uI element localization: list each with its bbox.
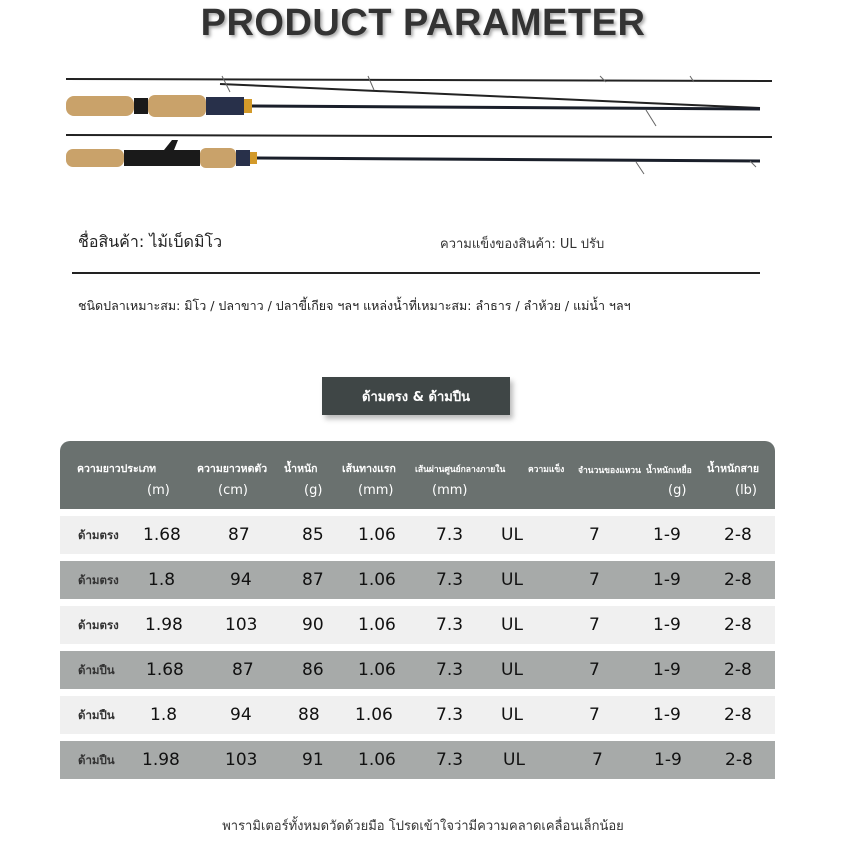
cell-lure: 1-9 <box>653 705 681 725</box>
cell-tip: 1.06 <box>358 615 396 635</box>
cell-lure: 1-9 <box>653 660 681 680</box>
cell-weight: 86 <box>302 660 324 680</box>
table-row <box>60 561 775 599</box>
divider <box>72 272 760 274</box>
cell-close: 94 <box>230 570 252 590</box>
cell-lure: 1-9 <box>653 615 681 635</box>
cell-power: UL <box>501 525 523 545</box>
cell-weight: 91 <box>302 750 324 770</box>
header-lure-weight: น้ำหนักเหยื่อ <box>646 466 692 476</box>
cell-line: 2-8 <box>724 525 752 545</box>
unit-lure: (g) <box>668 483 687 498</box>
cell-weight: 85 <box>302 525 324 545</box>
cell-tip: 1.06 <box>358 750 396 770</box>
handle-type-badge <box>322 377 510 415</box>
cell-type: ด้ามตรง <box>78 573 119 587</box>
cell-length: 1.98 <box>142 750 180 770</box>
table-row <box>60 606 775 644</box>
cell-length: 1.98 <box>145 615 183 635</box>
table-row <box>60 651 775 689</box>
header-weight: น้ำหนัก <box>284 463 318 475</box>
cell-guides: 7 <box>589 660 600 680</box>
cell-close: 87 <box>232 660 254 680</box>
cell-power: UL <box>501 570 523 590</box>
cell-line: 2-8 <box>725 750 753 770</box>
handle-type-label: ด้ามตรง & ด้ามปืน <box>362 389 470 405</box>
cell-lure: 1-9 <box>653 570 681 590</box>
cell-length: 1.8 <box>150 705 178 725</box>
cell-tip: 1.06 <box>355 705 393 725</box>
cell-butt: 7.3 <box>436 570 464 590</box>
cell-butt: 7.3 <box>436 525 464 545</box>
cell-guides: 7 <box>589 615 600 635</box>
cell-line: 2-8 <box>724 705 752 725</box>
cell-guides: 7 <box>589 570 600 590</box>
unit-weight: (g) <box>304 483 323 498</box>
unit-length: (m) <box>147 483 170 498</box>
cell-close: 94 <box>230 705 252 725</box>
header-tip-diameter: เส้นทางแรก <box>342 463 396 475</box>
cell-power: UL <box>501 615 523 635</box>
measurement-note: พารามิเตอร์ทั้งหมดวัดด้วยมือ โปรดเข้าใจว่ามีความคลาดเคลื่อนเล็กน้อย <box>222 819 624 834</box>
cell-guides: 7 <box>589 525 600 545</box>
header-butt-diameter: เส้นผ่านศูนย์กลางภายใน <box>415 465 506 475</box>
cell-butt: 7.3 <box>436 750 464 770</box>
cell-type: ด้ามตรง <box>78 528 119 542</box>
unit-close-length: (cm) <box>218 483 248 498</box>
cell-weight: 88 <box>298 705 320 725</box>
cell-lure: 1-9 <box>653 525 681 545</box>
cell-length: 1.68 <box>143 525 181 545</box>
cell-line: 2-8 <box>724 660 752 680</box>
cell-butt: 7.3 <box>436 705 464 725</box>
cell-type: ด้ามปืน <box>78 708 115 722</box>
header-power: ความแข็ง <box>528 465 565 475</box>
cell-line: 2-8 <box>724 615 752 635</box>
cell-power: UL <box>501 660 523 680</box>
cell-guides: 7 <box>589 705 600 725</box>
cell-type: ด้ามปืน <box>78 753 115 767</box>
cell-close: 103 <box>225 615 258 635</box>
cell-lure: 1-9 <box>654 750 682 770</box>
table-header <box>60 441 775 509</box>
header-close-length: ความยาวหดตัว <box>197 463 268 475</box>
table-row <box>60 741 775 779</box>
cell-guides: 7 <box>592 750 603 770</box>
cell-type: ด้ามตรง <box>78 618 119 632</box>
unit-tip: (mm) <box>358 483 394 498</box>
fishing-rods-image <box>60 70 780 190</box>
product-name: ชื่อสินค้า: ไม้เบ็ดมิโว <box>78 232 223 251</box>
cell-weight: 87 <box>302 570 324 590</box>
parameter-table <box>60 441 775 779</box>
cell-close: 87 <box>228 525 250 545</box>
product-power: ความแข็งของสินค้า: UL ปรับ <box>440 237 605 252</box>
unit-line: (lb) <box>735 483 758 498</box>
suitable-fish-info: ชนิดปลาเหมาะสม: มิโว / ปลาขาว / ปลาขี้เกียจ ฯลฯ แหล่งน้ำที่เหมาะสม: ลำธาร / ลำห้วย / แม่น้ำ ฯลฯ <box>78 298 631 313</box>
table-row <box>60 516 775 554</box>
header-guides: จำนวนของแหวน <box>578 466 641 476</box>
cell-butt: 7.3 <box>436 660 464 680</box>
cell-length: 1.8 <box>148 570 176 590</box>
page-title: PRODUCT PARAMETER <box>200 2 646 44</box>
cell-weight: 90 <box>302 615 324 635</box>
cell-tip: 1.06 <box>358 660 396 680</box>
unit-butt: (mm) <box>432 483 468 498</box>
cell-length: 1.68 <box>146 660 184 680</box>
cell-power: UL <box>503 750 525 770</box>
cell-tip: 1.06 <box>358 570 396 590</box>
header-line-weight: น้ำหนักสาย <box>707 463 759 475</box>
cell-tip: 1.06 <box>358 525 396 545</box>
cell-close: 103 <box>225 750 258 770</box>
cell-butt: 7.3 <box>436 615 464 635</box>
cell-power: UL <box>501 705 523 725</box>
cell-line: 2-8 <box>724 570 752 590</box>
header-type: ความยาวประเภท <box>77 463 157 475</box>
table-row <box>60 696 775 734</box>
cell-type: ด้ามปืน <box>78 663 115 677</box>
